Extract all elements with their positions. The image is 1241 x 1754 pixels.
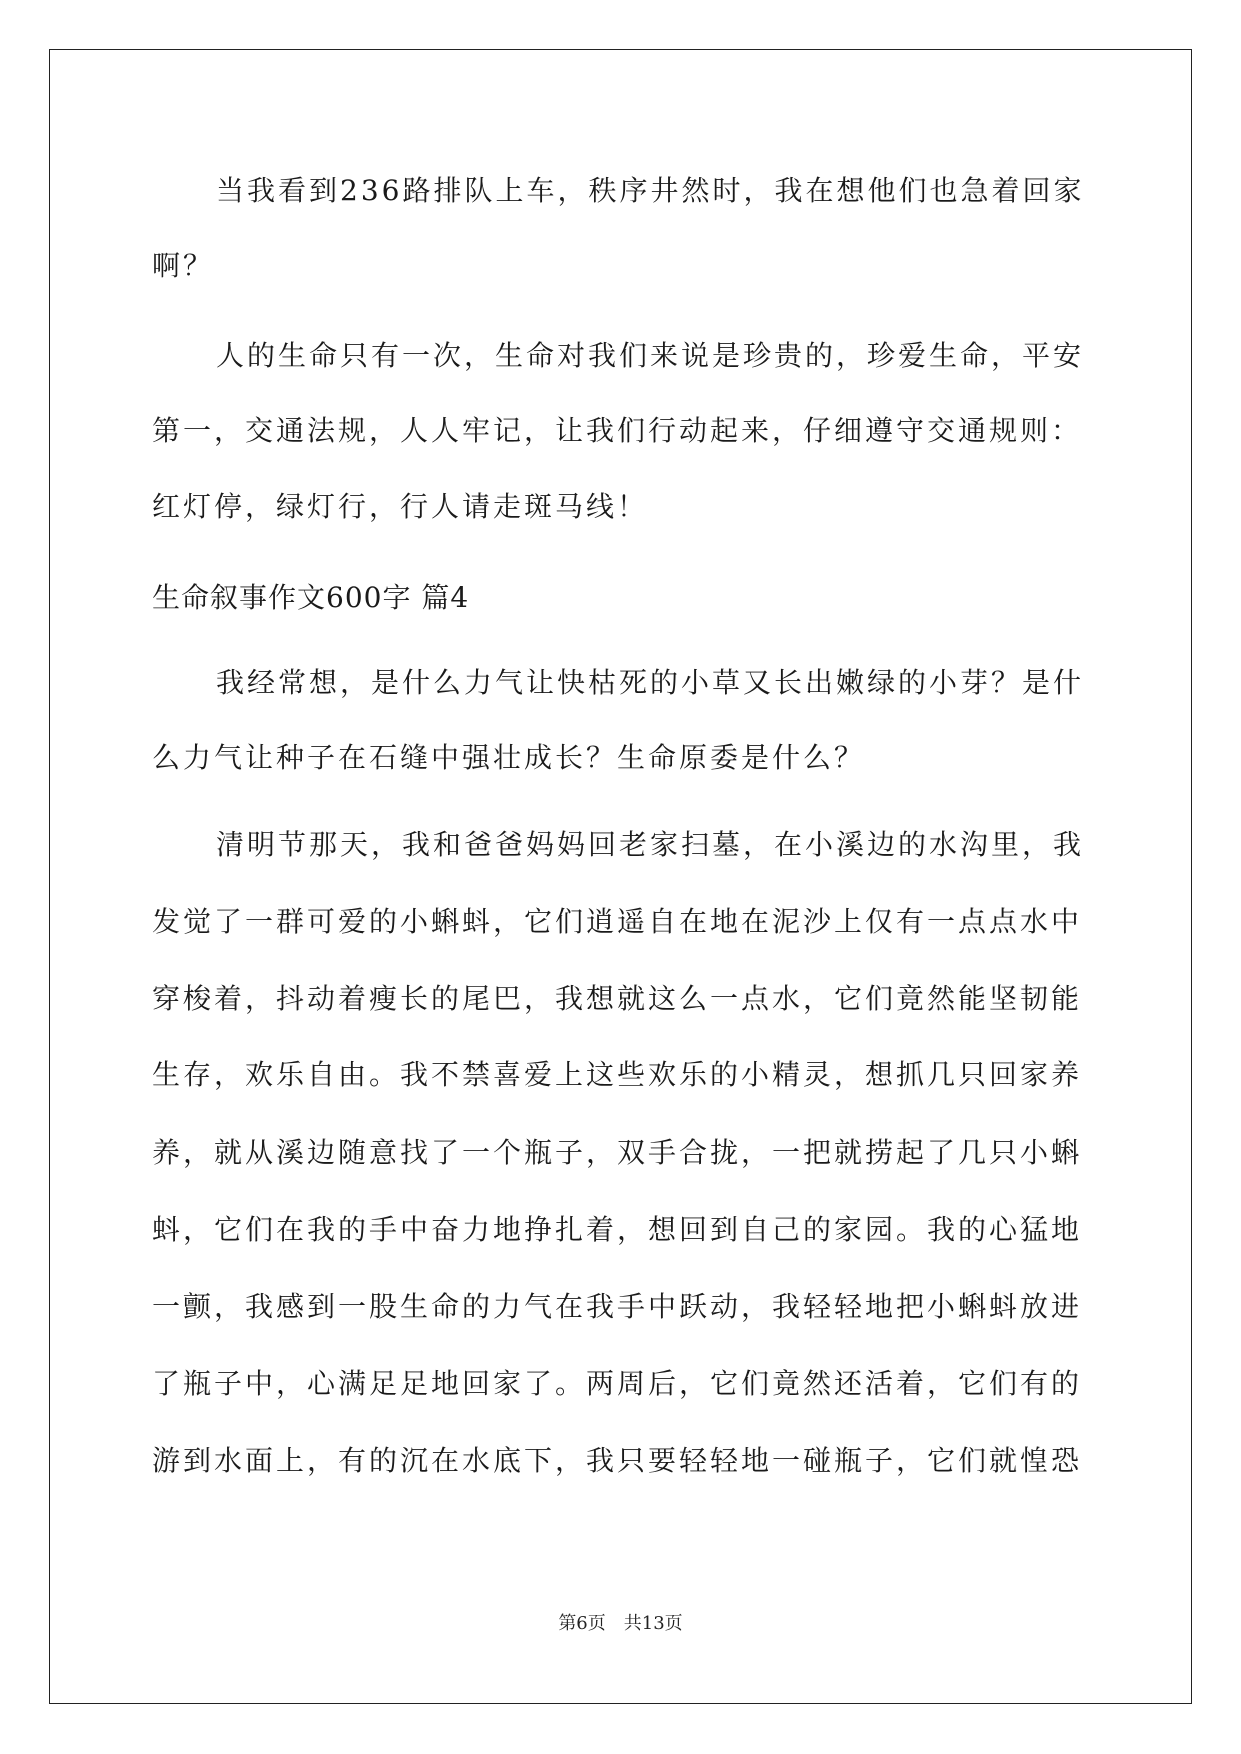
body-line: 养，就从溪边随意找了一个瓶子，双手合拢，一把就捞起了几只小蝌 <box>152 1136 1083 1169</box>
body-line: 啊？ <box>152 249 215 282</box>
body-line: 了瓶子中，心满足足地回家了。两周后，它们竟然还活着，它们有的 <box>152 1367 1083 1400</box>
section-heading: 生命叙事作文600字 篇4 <box>152 581 470 614</box>
body-line: 第一，交通法规，人人牢记，让我们行动起来，仔细遵守交通规则： <box>152 414 1083 447</box>
body-line: 穿梭着，抖动着瘦长的尾巴，我想就这么一点水，它们竟然能坚韧能 <box>152 982 1083 1015</box>
body-line: 一颤，我感到一股生命的力气在我手中跃动，我轻轻地把小蝌蚪放进 <box>152 1290 1083 1323</box>
body-line: 发觉了一群可爱的小蝌蚪，它们逍遥自在地在泥沙上仅有一点点水中 <box>152 905 1083 938</box>
body-line: 人的生命只有一次，生命对我们来说是珍贵的，珍爱生命，平安 <box>216 339 1085 372</box>
body-line: 么力气让种子在石缝中强壮成长？生命原委是什么？ <box>152 741 866 774</box>
body-line: 清明节那天，我和爸爸妈妈回老家扫墓，在小溪边的水沟里，我 <box>216 828 1085 861</box>
body-line: 红灯停，绿灯行，行人请走斑马线！ <box>152 490 649 523</box>
page-total: 共13页 <box>623 1613 683 1634</box>
body-line: 当我看到236路排队上车，秩序井然时，我在想他们也急着回家 <box>216 174 1085 207</box>
page-number: 第6页 <box>558 1613 606 1634</box>
page-footer <box>0 1612 1241 1636</box>
body-line: 游到水面上，有的沉在水底下，我只要轻轻地一碰瓶子，它们就惶恐 <box>152 1444 1083 1477</box>
body-line: 蚪，它们在我的手中奋力地挣扎着，想回到自己的家园。我的心猛地 <box>152 1213 1083 1246</box>
body-line: 我经常想，是什么力气让快枯死的小草又长出嫩绿的小芽？是什 <box>216 666 1085 699</box>
body-line: 生存，欢乐自由。我不禁喜爱上这些欢乐的小精灵，想抓几只回家养 <box>152 1058 1083 1091</box>
